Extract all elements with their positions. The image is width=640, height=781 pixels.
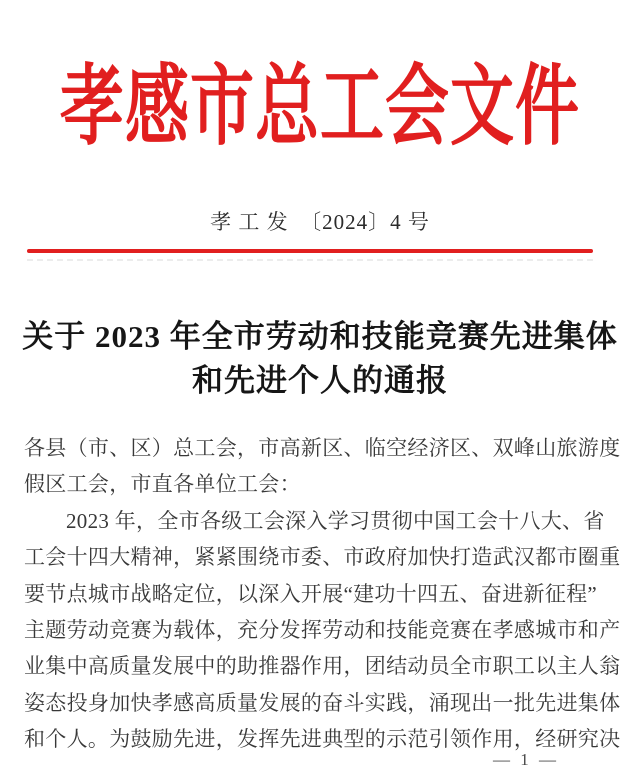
document-title-line1: 关于 2023 年全市劳动和技能竞赛先进集体 xyxy=(22,319,618,354)
body-text-line: 和个人。为鼓励先进，发挥先进典型的示范引领作用，经研究决 xyxy=(24,727,621,752)
body-text-line: 各县（市、区）总工会，市高新区、临空经济区、双峰山旅游度 xyxy=(24,436,621,460)
page-number: — 1 — xyxy=(493,750,559,769)
body-text-line: 姿态投身加快孝感高质量发展的奋斗实践，涌现出一批先进集体 xyxy=(24,690,621,715)
scan-artifact-line xyxy=(27,259,593,261)
body-text-line: 主题劳动竞赛为载体，充分发挥劳动和技能竞赛在孝感城市和产 xyxy=(24,618,621,643)
body-text-line: 业集中高质量发展中的助推器作用，团结动员全市职工以主人翁 xyxy=(24,654,621,679)
body-text-line: 2023 年，全市各级工会深入学习贯彻中国工会十八大、省 xyxy=(66,508,605,533)
document-title xyxy=(0,315,640,403)
document-reference-number: 孝 工 发 〔2024〕4 号 xyxy=(210,210,430,234)
body-text-line: 工会十四大精神，紧紧围绕市委、市政府加快打造武汉都市圈重 xyxy=(24,545,621,570)
red-divider-line xyxy=(27,249,593,253)
masthead-title: 孝感市总工会文件 xyxy=(60,58,580,157)
document-masthead xyxy=(0,36,640,157)
document-body xyxy=(24,430,621,758)
body-text-line: 假区工会，市直各单位工会： xyxy=(24,472,301,497)
document-title-line2: 和先进个人的通报 xyxy=(192,363,448,398)
body-text-line: 要节点城市战略定位，以深入开展“建功十四五、奋进新征程” xyxy=(24,581,598,606)
